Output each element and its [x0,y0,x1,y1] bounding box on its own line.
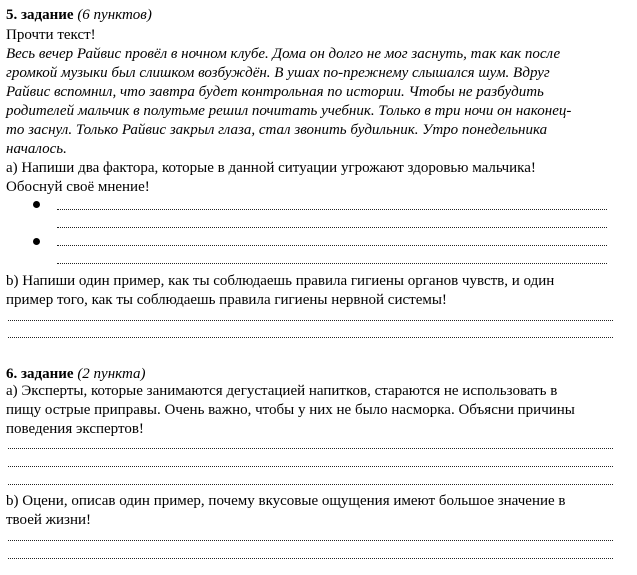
answer-line[interactable] [57,263,607,264]
bullet-icon [33,201,40,208]
task6-question-a: а) Эксперты, которые занимаются дегустацией напитков, стараются не использовать в [6,383,558,399]
task5-instruction: Прочти текст! [6,27,96,43]
story-line: началось. [6,141,67,157]
task6-question-b: b) Оцени, описав один пример, почему вкусовые ощущения имеют большое значение в [6,493,566,509]
answer-line[interactable] [57,245,607,246]
task6-heading [6,365,146,383]
answer-line[interactable] [8,337,613,338]
answer-line[interactable] [57,209,607,210]
task6-heading-title: 6. задание [6,366,74,382]
task5-question-b: b) Напиши один пример, как ты соблюдаешь правила гигиены органов чувств, и один [6,273,555,289]
answer-line[interactable] [8,558,613,559]
task5-question-a: а) Напиши два фактора, которые в данной ситуации угрожают здоровью мальчика! [6,160,536,176]
answer-line[interactable] [8,320,613,321]
task5-heading-points: (6 пунктов) [77,7,152,23]
task6-heading-points: (2 пункта) [77,366,146,382]
bullet-icon [33,238,40,245]
answer-line[interactable] [8,466,613,467]
story-line: Райвис вспомнил, что завтра будет контрольная по истории. Чтобы не разбудить [6,84,544,100]
task5-heading-title: 5. задание [6,7,74,23]
answer-line[interactable] [57,227,607,228]
task6-question-b: твоей жизни! [6,512,92,528]
task5-question-b: пример того, как ты соблюдаешь правила гигиены нервной системы! [6,292,447,308]
story-line: то заснул. Только Райвис закрыл глаза, стал звонить будильник. Утро понедельника [6,122,548,138]
story-line: громкой музыки был слишком возбуждён. В ушах по-прежнему слышался шум. Вдруг [6,65,550,81]
story-line: родителей мальчик в полутьме решил почитать учебник. Только в три ночи он наконец- [6,103,572,119]
task6-question-a: пищу острые приправы. Очень важно, чтобы у них не было насморка. Объясни причины [6,402,575,418]
answer-line[interactable] [8,448,613,449]
story-line: Весь вечер Райвис провёл в ночном клубе. Дома он долго не мог заснуть, так как после [6,46,561,62]
task5-heading [6,6,152,24]
task5-question-a: Обоснуй своё мнение! [6,179,150,195]
answer-line[interactable] [8,484,613,485]
task6-question-a: поведения экспертов! [6,421,144,437]
answer-line[interactable] [8,540,613,541]
